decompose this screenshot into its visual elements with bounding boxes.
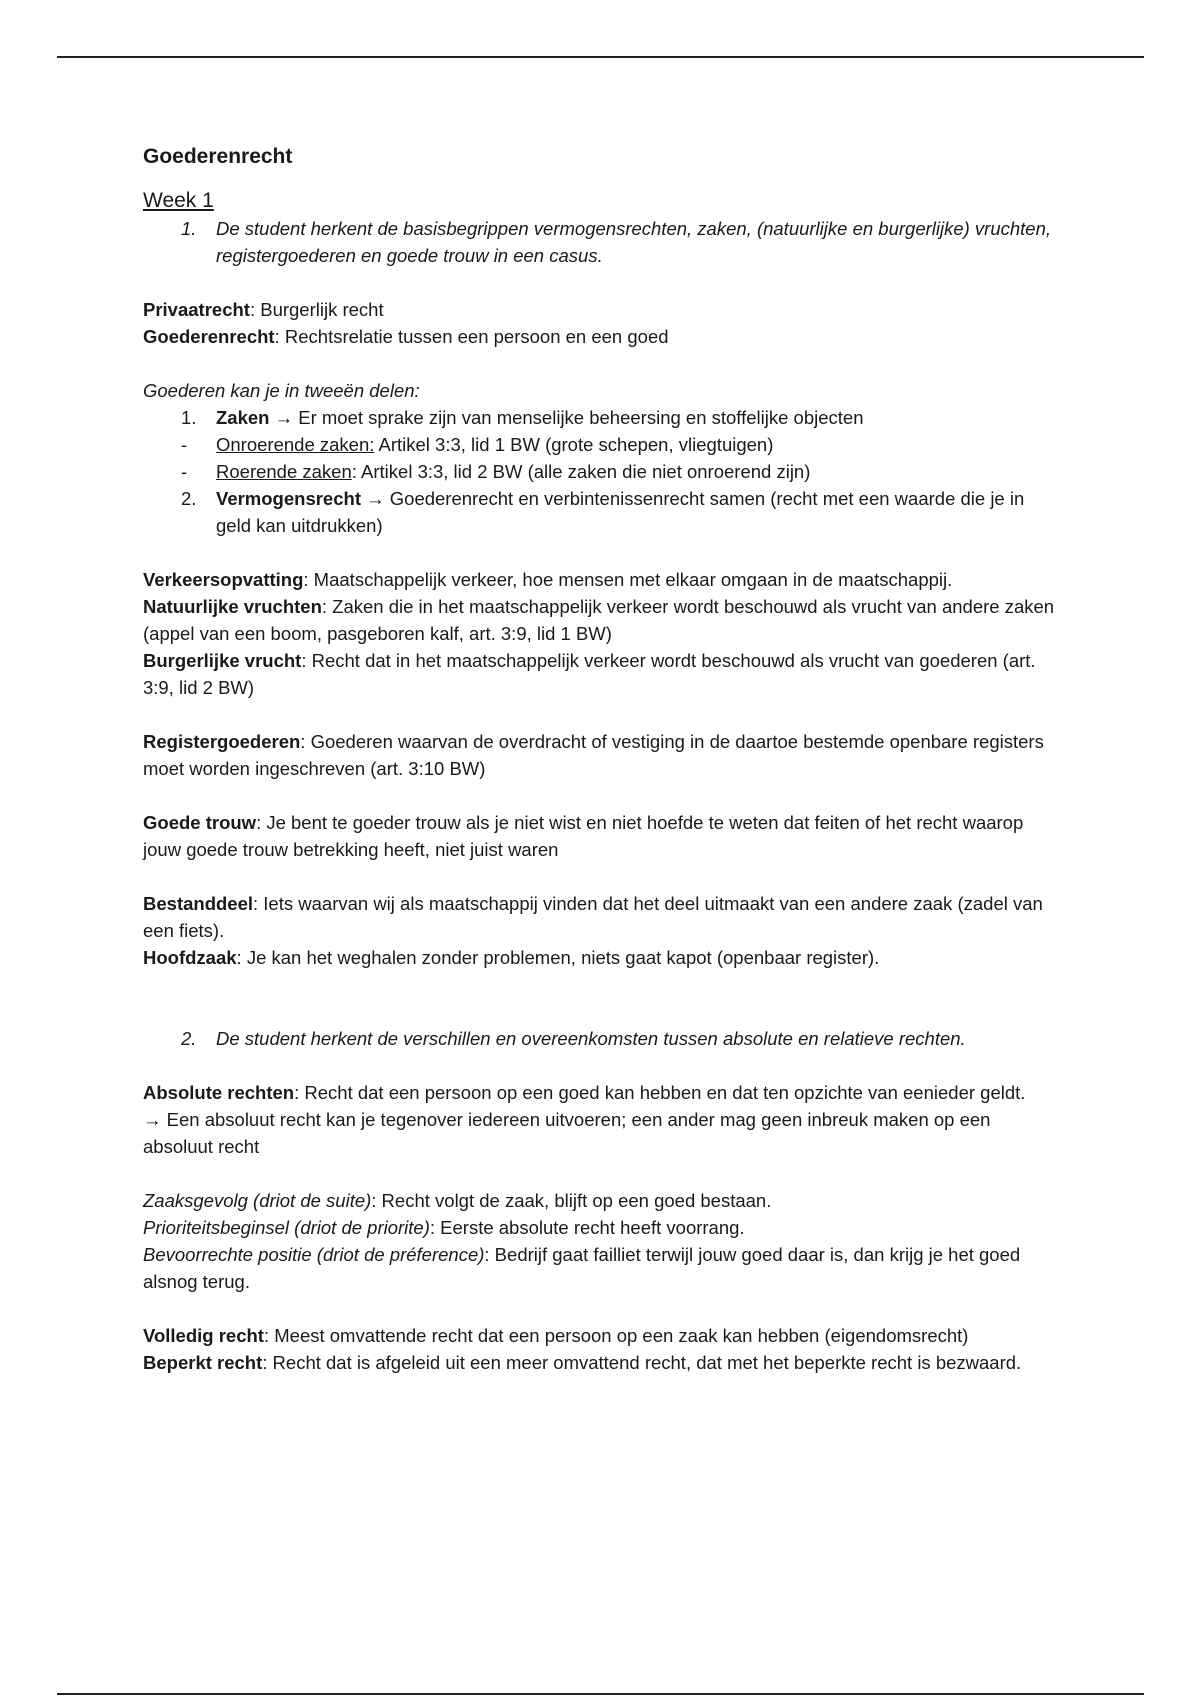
definition-goede-trouw xyxy=(143,809,1063,863)
list-number: 2. xyxy=(181,488,197,509)
definition: : Zaken die in het maatschappelijk verkeer wordt beschouwd als vrucht van andere zaken (appel van een boom, pasgeboren kalf, art. 3:9, lid 1 BW) xyxy=(143,596,1055,644)
definition: : Recht dat een persoon op een goed kan hebben en dat ten opzichte van eenieder geldt. xyxy=(294,1082,1026,1103)
term: Hoofdzaak xyxy=(143,947,237,968)
definition-bestanddeel xyxy=(143,890,1063,944)
term: Onroerende zaken: xyxy=(216,434,375,455)
list-dash: - xyxy=(181,434,188,455)
list-item-roerend xyxy=(143,458,1063,485)
definition: : Recht dat in het maatschappelijk verkeer wordt beschouwd als vrucht van goederen (art. 3:9, lid 2 BW) xyxy=(143,650,1036,698)
definition-prioriteitsbeginsel xyxy=(143,1214,1063,1241)
definition: : Je kan het weghalen zonder problemen, niets gaat kapot (openbaar register). xyxy=(236,947,880,968)
document-body xyxy=(143,143,1063,1376)
definition-goederenrecht xyxy=(143,323,1063,350)
arrow-right-icon: → xyxy=(274,407,294,428)
term: Bevoorrechte positie (driot de préference) xyxy=(143,1244,485,1265)
absolute-rechten-note xyxy=(143,1106,1063,1160)
definition-registergoederen xyxy=(143,728,1063,782)
definition: : Iets waarvan wij als maatschappij vinden dat het deel uitmaakt van een andere zaak (zadel van een fiets). xyxy=(143,893,1043,941)
bottom-rule xyxy=(57,1693,1144,1695)
page-title: Goederenrecht xyxy=(143,145,293,168)
learning-goal-1 xyxy=(143,215,1063,269)
definition: Artikel 3:3, lid 1 BW (grote schepen, vliegtuigen) xyxy=(374,434,774,455)
learning-goal-2 xyxy=(143,1025,1063,1052)
term: Verkeersopvatting xyxy=(143,569,304,590)
term: Vermogensrecht xyxy=(216,488,361,509)
definition-hoofdzaak xyxy=(143,944,1063,971)
term: Zaken xyxy=(216,407,270,428)
list-number: 1. xyxy=(181,407,197,428)
week-heading: Week 1 xyxy=(143,189,214,212)
definition: : Maatschappelijk verkeer, hoe mensen met elkaar omgaan in de maatschappij. xyxy=(303,569,953,590)
term: Roerende zaken xyxy=(216,461,352,482)
definition: : Recht volgt de zaak, blijft op een goed bestaan. xyxy=(371,1190,772,1211)
definition-natuurlijke-vruchten xyxy=(143,593,1063,647)
definition-privaatrecht xyxy=(143,296,1063,323)
definition: : Je bent te goeder trouw als je niet wist en niet hoefde te weten dat feiten of het recht waarop jouw goede trouw betrekking heeft, niet juist waren xyxy=(143,812,1024,860)
definition: : Burgerlijk recht xyxy=(249,299,384,320)
definition-bevoorrechte-positie xyxy=(143,1241,1063,1295)
arrow-right-icon: → xyxy=(366,488,385,509)
definition: : Recht dat is afgeleid uit een meer omvattend recht, dat met het beperkte recht is bezwaard. xyxy=(262,1352,1022,1373)
arrow-right-icon: → xyxy=(143,1109,162,1130)
definition: : Goederen waarvan de overdracht of vestiging in de daartoe bestemde openbare registers moet worden ingeschreven (art. 3:10 BW) xyxy=(143,731,1044,779)
definition-absolute-rechten xyxy=(143,1079,1063,1106)
list-item-onroerend xyxy=(143,431,1063,458)
goal-2-number: 2. xyxy=(181,1028,197,1049)
term: Goede trouw xyxy=(143,812,257,833)
term: Zaaksgevolg (driot de suite) xyxy=(143,1190,372,1211)
definition-burgerlijke-vrucht xyxy=(143,647,1063,701)
definition: Goederenrecht en verbintenissenrecht samen (recht met een waarde die je in geld kan uitdrukken) xyxy=(216,488,1025,536)
term: Burgerlijke vrucht xyxy=(143,650,302,671)
list-item-zaken xyxy=(143,404,1063,431)
top-rule xyxy=(57,56,1144,58)
definition: : Artikel 3:3, lid 2 BW (alle zaken die niet onroerend zijn) xyxy=(351,461,811,482)
definition: : Bedrijf gaat failliet terwijl jouw goed daar is, dan krijg je het goed alsnog terug. xyxy=(143,1244,1021,1292)
goederen-intro: Goederen kan je in tweeën delen: xyxy=(143,380,420,401)
note-text: Een absoluut recht kan je tegenover iedereen uitvoeren; een ander mag geen inbreuk maken op een absoluut recht xyxy=(143,1109,991,1157)
definition-verkeersopvatting xyxy=(143,566,1063,593)
goal-1-text: De student herkent de basisbegrippen vermogensrechten, zaken, (natuurlijke en burgerlijke) vruchten, registergoederen en goede trouw in een casus. xyxy=(216,218,1052,266)
definition: : Rechtsrelatie tussen een persoon en een goed xyxy=(274,326,669,347)
term: Absolute rechten xyxy=(143,1082,295,1103)
term: Goederenrecht xyxy=(143,326,275,347)
term: Volledig recht xyxy=(143,1325,264,1346)
term: Prioriteitsbeginsel (driot de priorite) xyxy=(143,1217,430,1238)
list-item-vermogensrecht xyxy=(143,485,1063,539)
term: Registergoederen xyxy=(143,731,301,752)
term: Privaatrecht xyxy=(143,299,250,320)
definition: : Meest omvattende recht dat een persoon op een zaak kan hebben (eigendomsrecht) xyxy=(263,1325,969,1346)
term: Natuurlijke vruchten xyxy=(143,596,322,617)
goal-1-number: 1. xyxy=(181,218,197,239)
definition-beperkt-recht xyxy=(143,1349,1063,1376)
list-dash: - xyxy=(181,461,188,482)
definition-zaaksgevolg xyxy=(143,1187,1063,1214)
definition: Er moet sprake zijn van menselijke beheersing en stoffelijke objecten xyxy=(293,407,864,428)
definition-volledig-recht xyxy=(143,1322,1063,1349)
term: Bestanddeel xyxy=(143,893,254,914)
goal-2-text: De student herkent de verschillen en overeenkomsten tussen absolute en relatieve rechten. xyxy=(216,1028,966,1049)
definition: : Eerste absolute recht heeft voorrang. xyxy=(429,1217,745,1238)
term: Beperkt recht xyxy=(143,1352,263,1373)
